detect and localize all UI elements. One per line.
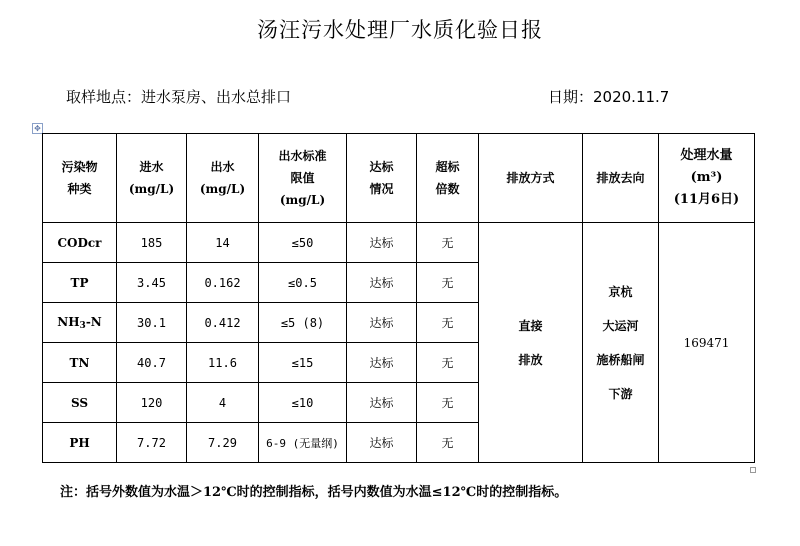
table-resize-handle[interactable] — [750, 467, 756, 473]
exceed-cell: 无 — [417, 303, 479, 343]
discharge-destination-cell: 京杭 大运河 施桥船闸 下游 — [583, 223, 659, 463]
header-inflow: 进水 (mg/L) — [117, 134, 187, 223]
header-discharge-dest: 排放去向 — [583, 134, 659, 223]
inflow-cell: 3.45 — [117, 263, 187, 303]
outflow-cell: 14 — [187, 223, 259, 263]
inflow-cell: 7.72 — [117, 423, 187, 463]
header-compliance: 达标 情况 — [347, 134, 417, 223]
exceed-cell: 无 — [417, 383, 479, 423]
report-date: 日期：2020.11.7 — [548, 88, 670, 106]
limit-cell: ≤50 — [259, 223, 347, 263]
header-outflow: 出水 (mg/L) — [187, 134, 259, 223]
inflow-cell: 30.1 — [117, 303, 187, 343]
param-cell: CODcr — [43, 223, 117, 263]
inflow-cell: 40.7 — [117, 343, 187, 383]
move-icon[interactable]: ✥ — [32, 123, 43, 134]
exceed-cell: 无 — [417, 223, 479, 263]
param-cell: PH — [43, 423, 117, 463]
table-row — [43, 223, 755, 263]
header-volume: 处理水量 (m³) (11月6日) — [659, 134, 755, 223]
footnote: 注：括号外数值为水温＞12℃时的控制指标，括号内数值为水温≤12℃时的控制指标。 — [60, 485, 568, 500]
limit-cell: ≤0.5 — [259, 263, 347, 303]
limit-cell: ≤10 — [259, 383, 347, 423]
table-header-row — [43, 134, 755, 223]
outflow-cell: 0.412 — [187, 303, 259, 343]
inflow-cell: 120 — [117, 383, 187, 423]
water-quality-table — [42, 133, 755, 463]
limit-cell: 6-9 (无量纲) — [259, 423, 347, 463]
inflow-cell: 185 — [117, 223, 187, 263]
exceed-cell: 无 — [417, 423, 479, 463]
outflow-cell: 4 — [187, 383, 259, 423]
header-exceed: 超标 倍数 — [417, 134, 479, 223]
sampling-location: 取样地点：进水泵房、出水总排口 — [66, 88, 292, 106]
status-cell: 达标 — [347, 263, 417, 303]
outflow-cell: 0.162 — [187, 263, 259, 303]
status-cell: 达标 — [347, 383, 417, 423]
param-cell: $NH_3-N$ — [43, 303, 117, 343]
param-cell: TP — [43, 263, 117, 303]
status-cell: 达标 — [347, 303, 417, 343]
outflow-cell: 7.29 — [187, 423, 259, 463]
limit-cell: ≤15 — [259, 343, 347, 383]
header-pollutant: 污染物 种类 — [43, 134, 117, 223]
exceed-cell: 无 — [417, 343, 479, 383]
report-title: 汤汪污水处理厂水质化验日报 — [257, 18, 543, 42]
exceed-cell: 无 — [417, 263, 479, 303]
param-cell: TN — [43, 343, 117, 383]
status-cell: 达标 — [347, 343, 417, 383]
treated-volume-cell: 169471 — [659, 223, 755, 463]
discharge-method-cell: 直接 排放 — [479, 223, 583, 463]
header-discharge-method: 排放方式 — [479, 134, 583, 223]
header-limit: 出水标准 限值 (mg/L) — [259, 134, 347, 223]
param-cell: SS — [43, 383, 117, 423]
status-cell: 达标 — [347, 223, 417, 263]
status-cell: 达标 — [347, 423, 417, 463]
limit-cell: ≤5 (8) — [259, 303, 347, 343]
outflow-cell: 11.6 — [187, 343, 259, 383]
